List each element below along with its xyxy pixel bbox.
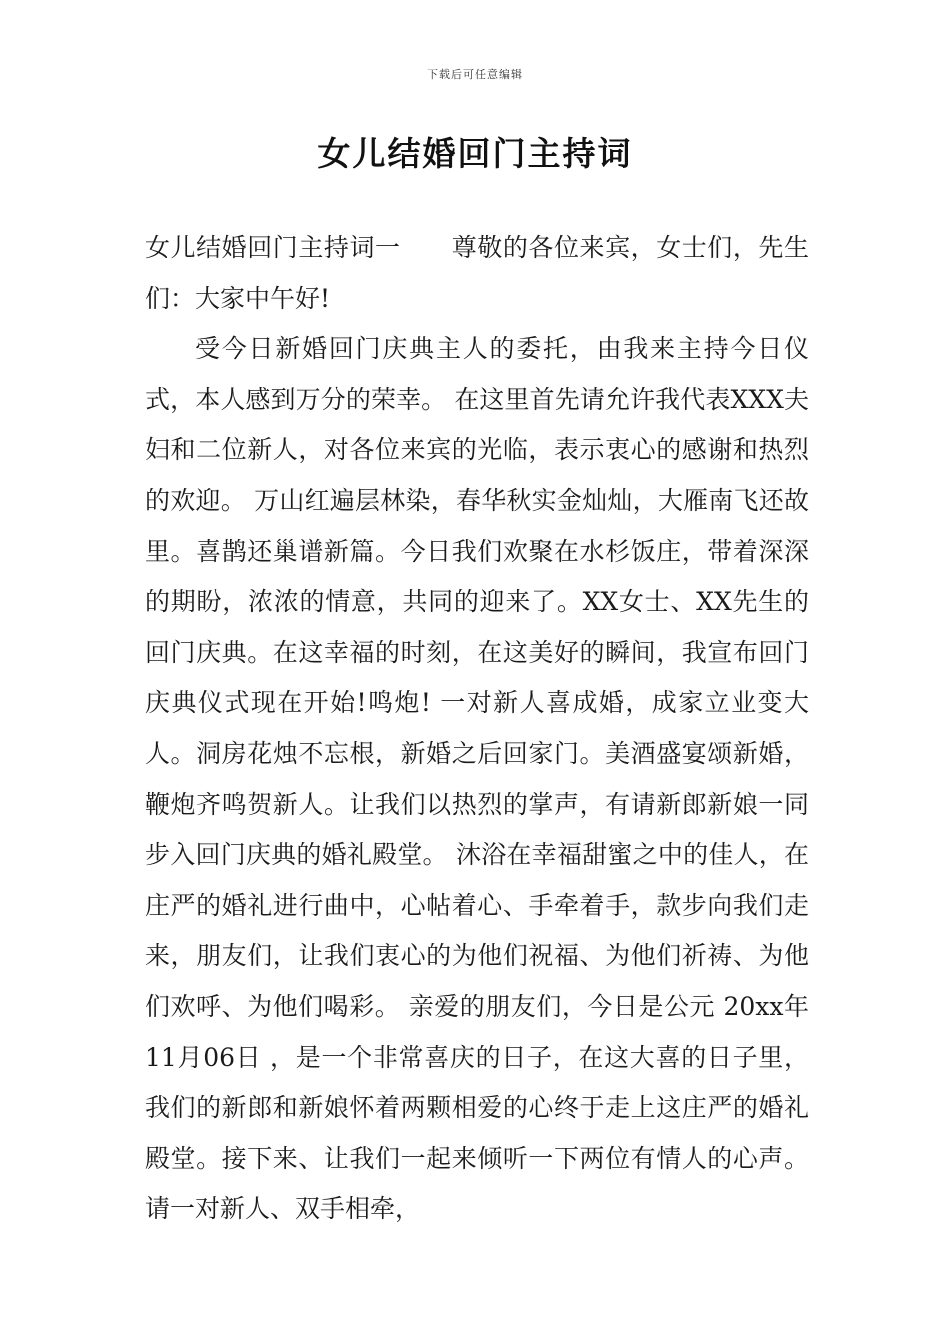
document-title: 女儿结婚回门主持词 <box>317 134 633 173</box>
paragraph-main: 受今日新婚回门庆典主人的委托，由我来主持今日仪式，本人感到万分的荣幸。 在这里首先请允许我代表XXX夫妇和二位新人，对各位来宾的光临，表示衷心的感谢和热烈的欢迎。 万山红遍层林染，春华秋实金灿灿，大雁南飞还故里。喜鹊还巢谱新篇。今日我们欢聚在水杉饭庄，带着深深的期盼，浓浓的情意，共同的迎来了。XX女士、XX先生的回门庆典。在这幸福的时刻，在这美好的瞬间，我宣布回门庆典仪式现在开始!鸣炮! 一对新人喜成婚，成家立业变大人。洞房花烛不忘根，新婚之后回家门。美酒盛宴颂新婚，鞭炮齐鸣贺新人。让我们以热烈的掌声，有请新郎新娘一同步入回门庆典的婚礼殿堂。 沐浴在幸福甜蜜之中的佳人，在庄严的婚礼进行曲中，心帖着心、手牵着手，款步向我们走来，朋友们，让我们衷心的为他们祝福、为他们祈祷、为他们欢呼、为他们喝彩。 亲爱的朋友们，今日是公元 20xx年 11月06日 ，是一个非常喜庆的日子，在这大喜的日子里，我们的新郎和新娘怀着两颗相爱的心终于走上这庄严的婚礼殿堂。接下来、让我们一起来倾听一下两位有情人的心声。请一对新人、双手相牵， <box>145 334 809 1224</box>
document-body <box>145 223 809 1235</box>
paragraph-intro: 女儿结婚回门主持词一 尊敬的各位来宾，女士们，先生们：大家中午好! <box>145 233 809 313</box>
header-note: 下载后可任意编辑 <box>427 68 523 81</box>
